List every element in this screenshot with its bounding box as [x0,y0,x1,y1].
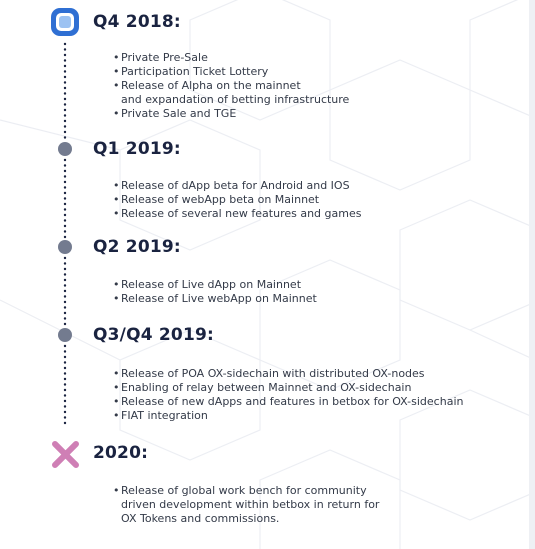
timeline-dot [64,48,66,50]
timeline-dot [64,59,66,61]
circle-icon [58,142,72,156]
milestone-list [113,179,361,221]
timeline-dot [64,114,66,116]
milestone-title: 2020: [93,443,149,463]
milestone-list [113,278,317,306]
timeline-dot [64,43,66,45]
milestone-list [113,367,463,423]
timeline-dot [64,125,66,127]
timeline-dot [64,103,66,105]
circle-icon [58,240,72,254]
timeline-dot [64,230,66,232]
timeline-dot [64,181,66,183]
timeline-dot [64,214,66,216]
timeline-dot [64,323,66,325]
list-item: • Participation Ticket Lottery [113,65,349,79]
timeline-dot [64,98,66,100]
timeline-dot [64,92,66,94]
timeline-dot [64,378,66,380]
timeline-dot [64,389,66,391]
timeline-dot [64,192,66,194]
list-item: • Enabling of relay between Mainnet and OX-sidechain [113,381,463,395]
timeline-dot [64,164,66,166]
timeline-dotted-line [64,43,66,424]
timeline-dot [64,383,66,385]
milestone-list [113,484,379,526]
timeline-dot [64,170,66,172]
timeline-dot [64,317,66,319]
timeline-dot [64,290,66,292]
timeline-dot [64,208,66,210]
list-item: • Private Sale and TGE [113,107,349,121]
timeline-dot [64,405,66,407]
timeline-dot [64,159,66,161]
list-item: • Release of Live dApp on Mainnet [113,278,317,292]
timeline-dot [64,203,66,205]
timeline-dot [64,295,66,297]
timeline-dot [64,312,66,314]
timeline-dot [64,361,66,363]
list-item: • FIAT integration [113,409,463,423]
timeline-dot [64,416,66,418]
timeline-dot [64,175,66,177]
list-item: • Release of several new features and games [113,207,361,221]
timeline-dot [64,136,66,138]
timeline-dot [64,306,66,308]
circle-icon [58,328,72,342]
timeline-dot [64,273,66,275]
list-item: • Release of global work bench for community driven development within betbox in return for OX Tokens and commissions. [113,484,379,526]
timeline-dot [64,356,66,358]
timeline-dot [64,257,66,259]
list-item: • Release of new dApps and features in betbox for OX-sidechain [113,395,463,409]
timeline-dot [64,236,66,238]
milestone-title: Q3/Q4 2019: [93,325,215,345]
timeline-dot [64,109,66,111]
milestone-title: Q1 2019: [93,139,181,159]
timeline-dot [64,76,66,78]
timeline-dot [64,54,66,56]
timeline-dot [64,120,66,122]
timeline-dot [64,87,66,89]
timeline-dot [64,345,66,347]
timeline-dot [64,81,66,83]
rounded-square-icon [51,8,79,36]
timeline-dot [64,131,66,133]
timeline-dot [64,350,66,352]
timeline-dot [64,301,66,303]
timeline-dot [64,394,66,396]
timeline-dot [64,367,66,369]
timeline-dot [64,262,66,264]
milestone-title: Q4 2018: [93,12,181,32]
milestone-title: Q2 2019: [93,237,181,257]
timeline-dot [64,197,66,199]
timeline-dot [64,225,66,227]
list-item: • Release of webApp beta on Mainnet [113,193,361,207]
timeline-dot [64,70,66,72]
list-item: • Release of Alpha on the mainnet and expandation of betting infrastructure [113,79,349,107]
timeline-dot [64,400,66,402]
list-item: • Release of Live webApp on Mainnet [113,292,317,306]
timeline-dot [64,219,66,221]
x-icon [55,444,76,465]
list-item: • Release of dApp beta for Android and IOS [113,179,361,193]
list-item: • Release of POA OX-sidechain with distributed OX-nodes [113,367,463,381]
timeline-dot [64,268,66,270]
timeline-dot [64,422,66,424]
timeline-dot [64,186,66,188]
list-item: • Private Pre-Sale [113,51,349,65]
timeline-dot [64,284,66,286]
timeline-dot [64,65,66,67]
timeline-dot [64,372,66,374]
milestone-list [113,51,349,121]
timeline-dot [64,411,66,413]
timeline-dot [64,279,66,281]
